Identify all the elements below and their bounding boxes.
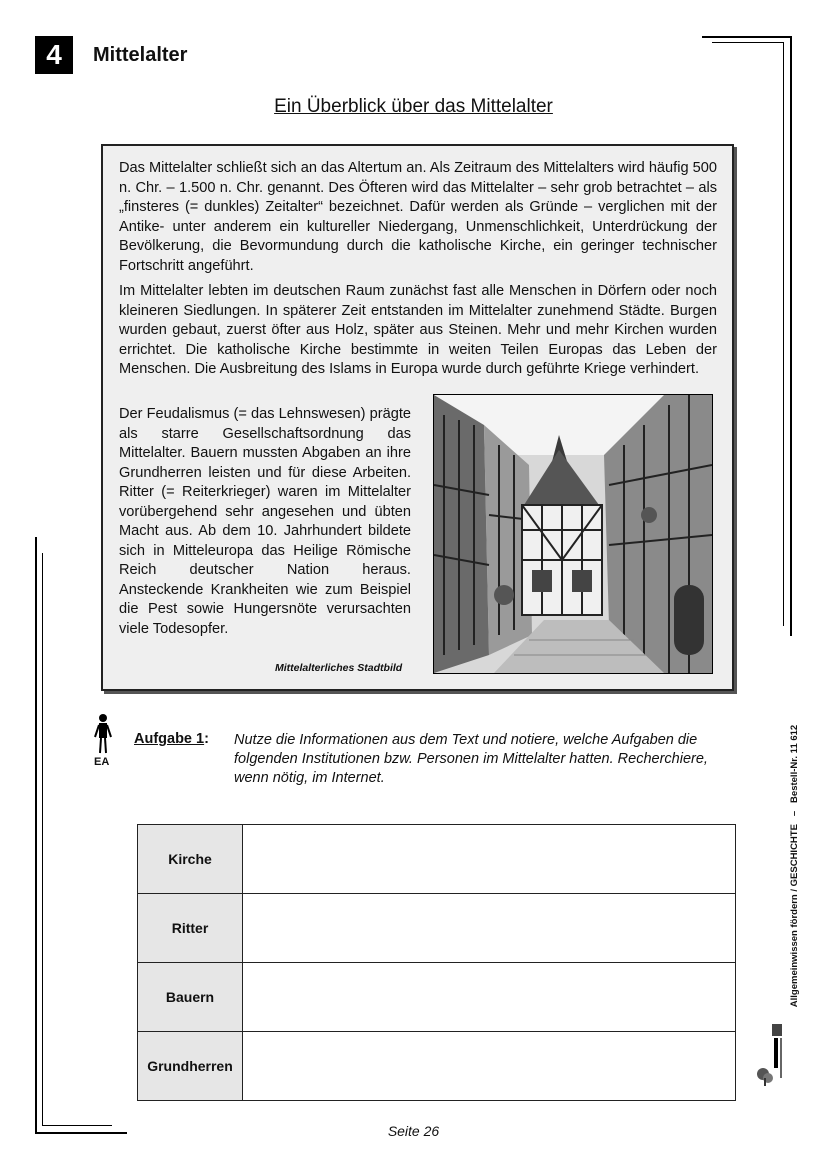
answer-cell[interactable]	[243, 963, 736, 1032]
info-box	[101, 144, 734, 691]
frame-top-right-line-2	[712, 42, 784, 43]
frame-left-vertical-1	[35, 537, 37, 1134]
work-mode-label: EA	[94, 756, 110, 768]
row-label: Bauern	[138, 963, 243, 1032]
answer-cell[interactable]	[243, 825, 736, 894]
task-label-text: Aufgabe 1	[134, 731, 205, 747]
table-row	[138, 894, 736, 963]
page-number: Seite 26	[387, 1123, 440, 1139]
task-instructions: Nutze die Informationen aus dem Text und notiere, welche Aufgaben die folgenden Institutionen bzw. Personen im Mittelalter hatten. Recherchiere, wenn nötig, im Internet.	[234, 732, 708, 786]
row-label: Ritter	[138, 894, 243, 963]
table-row	[138, 825, 736, 894]
row-label: Grundherren	[138, 1032, 243, 1101]
chapter-title: Mittelalter	[93, 44, 188, 66]
page-title: Ein Überblick über das Mittelalter	[274, 96, 553, 117]
frame-left-vertical-2	[42, 553, 43, 1125]
medieval-town-photo	[433, 394, 713, 674]
publisher-logo	[755, 1022, 787, 1093]
frame-right-vertical-2	[783, 42, 784, 626]
info-paragraph-3: Der Feudalismus (= das Lehnswesen) prägte als starre Gesellschaftsordnung das Mittelalter. Bauern mussten Abgaben an ihre Grundherren leisten und für diese Arbeiten. Ritter (= Reiterkrieger) waren im Mittelalter vorübergehend sehr angesehen und übten Macht aus. Ab dem 10. Jahrhundert bildete sich in Mitteleuropa das Heilige Römische Reich deutscher Nation heraus. Ansteckende Krankheiten wie zum Beispiel die Pest sowie Hungersnöte verursachten viele Todesopfer.	[119, 406, 411, 637]
person-icon	[94, 713, 112, 760]
sidebar-order-info: Allgemeinwissen fördern / GESCHICHTE – Bestell-Nr. 11 612	[789, 724, 800, 1008]
info-paragraph-1: Das Mittelalter schließt sich an das Altertum an. Als Zeitraum des Mittelalters wird häufig 500 n. Chr. – 1.500 n. Chr. genannt. Des Öfteren wird das Mittelalter – sehr grob betrachtet – als „finsteres (= dunkles) Zeitalter“ bezeichnet. Dafür werden als Gründe – verglichen mit der Antike- unter anderem ein kultureller Niedergang, Unmenschlichkeit, Unterdrückung der Bevölkerung, die Bevormundung durch die katholische Kirche, ein geringer technischer Fortschritt angeführt.	[119, 160, 717, 274]
answer-table	[137, 824, 736, 1101]
answer-cell[interactable]	[243, 1032, 736, 1101]
row-label: Kirche	[138, 825, 243, 894]
photo-caption: Mittelalterliches Stadtbild	[275, 662, 403, 674]
chapter-number: 4	[35, 36, 73, 74]
info-paragraph-2: Im Mittelalter lebten im deutschen Raum zunächst fast alle Menschen in Dörfern oder noch kleineren Siedlungen. In späterer Zeit entstanden im Mittelalter zunehmend Städte. Burgen wurden gebaut, zuerst öfter aus Holz, später aus Steinen. Mehr und mehr Kirchen wurden errichtet. Die katholische Kirche bestimmte in weiten Teilen Europas das Leben der Menschen. Die Ausbreitung des Islams in Europa wurde durch geführte Kriege verhindert.	[119, 283, 717, 377]
frame-right-vertical-1	[790, 36, 792, 636]
medieval-town-illustration	[434, 395, 712, 673]
answer-cell[interactable]	[243, 894, 736, 963]
frame-top-right-line-1	[702, 36, 792, 38]
task-label	[134, 731, 209, 747]
task-label-colon: :	[204, 731, 209, 747]
table-row	[138, 1032, 736, 1101]
table-row	[138, 963, 736, 1032]
